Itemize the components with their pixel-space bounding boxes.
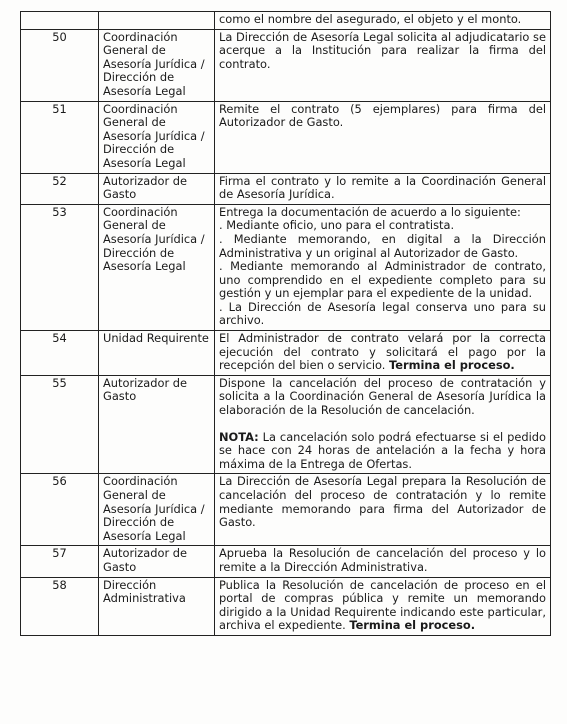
bold-text: NOTA: [219,429,259,444]
step-number: 53 [21,204,99,330]
step-number: 52 [21,173,99,204]
activity-description [215,101,551,173]
activity-text: Aprueba la Resolución de cancelación del proceso y lo remite a la Dirección Administrativa. [219,546,546,574]
activity-text: Entrega la documentación de acuerdo a lo siguiente: [219,204,521,219]
activity-description [215,546,551,577]
step-number: 50 [21,29,99,101]
bold-text: Termina el proceso. [389,358,515,373]
activity-text: . La Dirección de Asesoría legal conserva uno para su archivo. [219,299,546,328]
responsible-unit: Coordinación General de Asesoría Jurídica / Dirección de Asesoría Legal [99,204,215,330]
activity-description [215,12,551,30]
table-row [21,577,551,635]
activity-description [215,375,551,474]
activity-line [219,475,546,529]
activity-description [215,474,551,546]
activity-line [219,431,546,472]
activity-line [219,103,546,130]
activity-line [219,13,546,27]
table-row [21,331,551,376]
activity-text: como el nombre del asegurado, el objeto y el monto. [219,12,522,26]
activity-text: Remite el contrato (5 ejemplares) para firma del Autorizador de Gasto. [219,101,546,130]
table-row [21,474,551,546]
activity-description [215,29,551,101]
activity-text: Dispone la cancelación del proceso de contratación y solicita a la Coordinación General de Asesoría Jurídica la elaboración de la Resolución de cancelación. [219,375,546,418]
activity-line [219,219,546,233]
activity-text: Firma el contrato y lo remite a la Coordinación General de Asesoría Jurídica. [219,173,546,202]
activity-line [219,260,546,301]
activity-line [219,233,546,260]
responsible-unit [99,12,215,30]
activity-text: La Dirección de Asesoría Legal prepara la Resolución de cancelación del proceso de contratación y lo remite mediante memorando para firma del Autorizador de Gasto. [219,474,546,530]
step-number: 51 [21,101,99,173]
procedure-table-body [21,12,551,636]
activity-description [215,577,551,635]
responsible-unit: Autorizador de Gasto [99,375,215,474]
activity-line [219,175,546,202]
step-number: 56 [21,474,99,546]
responsible-unit: Autorizador de Gasto [99,173,215,204]
responsible-unit: Dirección Administrativa [99,577,215,635]
step-number: 55 [21,375,99,474]
step-number: 54 [21,331,99,376]
activity-text: El Administrador de contrato velará por la correcta ejecución del contrato y solicitará el pago por la recepción del bien o servicio. [219,331,546,373]
table-row [21,173,551,204]
activity-text: La Dirección de Asesoría Legal solicita al adjudicatario se acerque a la Institución para realizar la firma del contrato. [219,29,546,71]
bold-text: Termina el proceso. [349,618,476,633]
activity-text: La cancelación solo podrá efectuarse si el pedido se hace con 24 horas de antelación a la fecha y hora máxima de la Entrega de Ofertas. [219,429,546,471]
responsible-unit: Unidad Requirente [99,331,215,376]
responsible-unit: Coordinación General de Asesoría Jurídica / Dirección de Asesoría Legal [99,101,215,173]
activity-line [219,206,546,220]
responsible-unit: Coordinación General de Asesoría Jurídica / Dirección de Asesoría Legal [99,29,215,101]
table-row [21,101,551,173]
activity-line [219,547,546,574]
activity-text: Publica la Resolución de cancelación de proceso en el portal de compras pública y remite un memorando dirigido a la Unidad Requirente indicando este particular, archiva el expediente. [219,577,546,633]
activity-line [219,332,546,373]
activity-text: . Mediante oficio, uno para el contratista. [219,218,455,233]
table-row [21,375,551,474]
responsible-unit: Coordinación General de Asesoría Jurídica / Dirección de Asesoría Legal [99,474,215,546]
step-number: 58 [21,577,99,635]
table-row [21,12,551,30]
table-row [21,29,551,101]
procedure-table [20,11,551,636]
activity-text: . Mediante memorando al Administrador de contrato, uno comprendido en el expediente completo para su gestión y un ejemplar para el expediente de la unidad. [219,259,546,301]
table-row [21,204,551,330]
activity-line [219,301,546,328]
activity-line [219,377,546,418]
activity-description [215,331,551,376]
table-row [21,546,551,577]
activity-line [219,31,546,72]
activity-description [215,173,551,204]
activity-line [219,579,546,633]
responsible-unit: Autorizador de Gasto [99,546,215,577]
step-number [21,12,99,30]
activity-description [215,204,551,330]
activity-text: . Mediante memorando, en digital a la Dirección Administrativa y un original al Autorizador de Gasto. [219,231,546,260]
step-number: 57 [21,546,99,577]
